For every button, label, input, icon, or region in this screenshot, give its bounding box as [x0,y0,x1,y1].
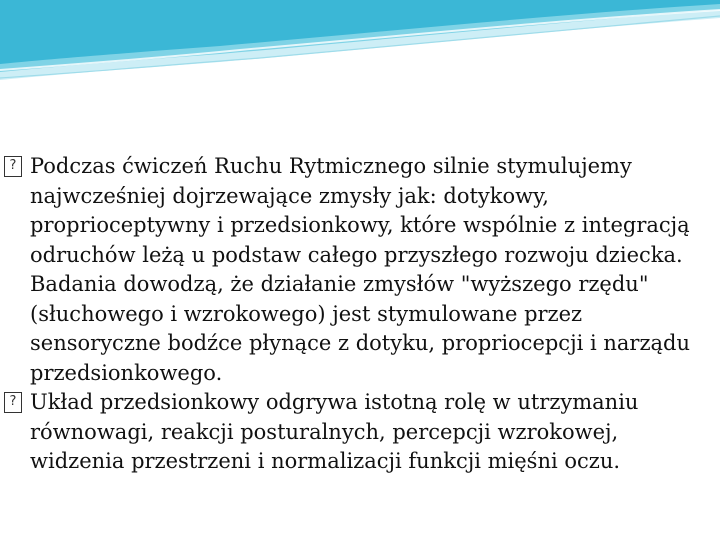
bullet-text-2: Układ przedsionkowy odgrywa istotną rolę w utrzymaniu równowagi, reakcji posturalnych, percepcji wzrokowej, widzenia przestrzeni i normalizacji funkcji mięśni oczu. [30,390,639,473]
wave-band-dark [0,0,720,64]
missing-glyph-icon: ? [4,156,22,177]
bullet-item-2 [4,388,704,477]
bullet-item-1 [4,152,704,388]
slide-body [4,152,704,477]
bullet-text-1: Podczas ćwiczeń Ruchu Rytmicznego silnie stymulujemy najwcześniej dojrzewające zmysły jak: dotykowy, proprioceptywny i przedsionkowy, które wspólnie z integracją odruchów leżą u podstaw całego przyszłego rozwoju dziecka. Badania dowodzą, że działanie zmysłów "wyższego rzędu"(słuchowego i wzrokowego) jest stymulowane przez sensoryczne bodźce płynące z dotyku, propriocepcji i narządu przedsionkowego. [30,154,691,385]
header-wave-decoration [0,0,720,90]
missing-glyph-icon: ? [4,392,22,413]
